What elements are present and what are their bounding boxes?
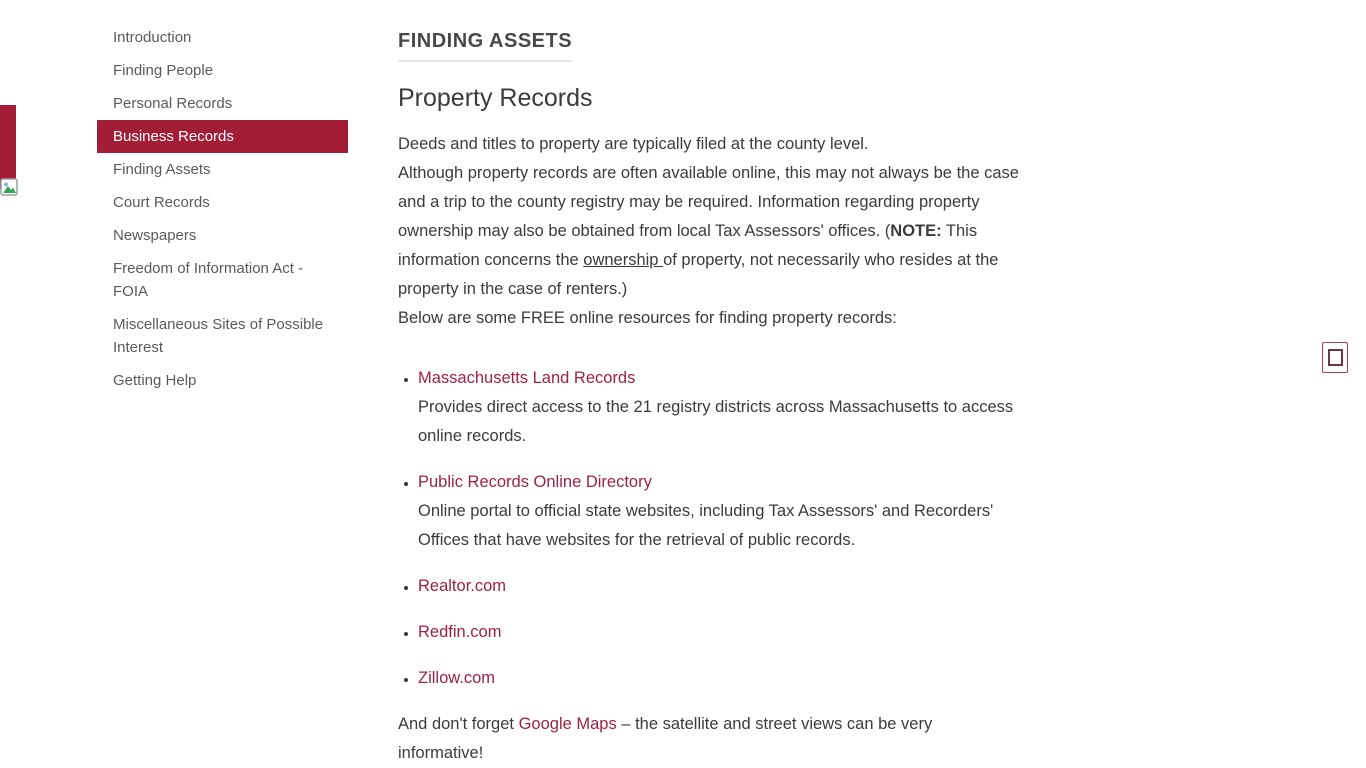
note-label: NOTE: — [890, 222, 942, 240]
redfin-link[interactable]: Redfin.com — [418, 623, 502, 641]
resource-list — [398, 364, 1020, 693]
intro-line1: Deeds and titles to property are typically filed at the county level. — [398, 135, 869, 153]
sidebar-item-newspapers[interactable]: Newspapers — [113, 227, 197, 244]
sidebar-item-getting-help[interactable]: Getting Help — [113, 372, 197, 389]
sidebar-item-court-records[interactable]: Court Records — [113, 194, 210, 211]
sidebar-item-personal-records[interactable]: Personal Records — [113, 95, 233, 112]
sidebar-item-foia[interactable]: Freedom of Information Act - FOIA — [113, 260, 304, 300]
intro-body: Although property records are often available online, this may not always be the case and a trip to the county registry may be required. Information regarding property ownership may also be obtained from local Tax Assessors' offices. ( — [398, 164, 1019, 240]
closing-after: – the satellite and street views can be very informative! — [398, 715, 933, 762]
left-edge-tab[interactable] — [0, 105, 16, 189]
main-content — [398, 30, 1020, 768]
note-text: This information concerns the — [398, 222, 978, 269]
sidebar-nav — [97, 21, 348, 397]
list-intro-paragraph: Below are some FREE online resources for finding property records: — [398, 309, 897, 327]
list-item — [418, 468, 1020, 555]
resource-description: Provides direct access to the 21 registry districts across Massachusetts to access online records. — [418, 398, 1014, 445]
intro-paragraph — [398, 130, 1020, 304]
page-title: FINDING ASSETS — [398, 30, 572, 62]
sidebar-item-miscellaneous-sites[interactable]: Miscellaneous Sites of Possible Interest — [113, 316, 324, 356]
resource-description: Online portal to official state websites, including Tax Assessors' and Recorders' Offices that have websites for the retrieval of public records. — [418, 502, 994, 549]
sidebar-item-finding-assets[interactable]: Finding Assets — [113, 161, 211, 178]
list-item — [418, 572, 1020, 601]
closing-before: And don't forget — [398, 715, 519, 733]
sidebar-item-finding-people[interactable]: Finding People — [113, 62, 214, 79]
broken-image-icon — [0, 178, 19, 197]
ownership-underlined-text: ownership — [583, 251, 664, 269]
square-outline-icon — [1328, 349, 1343, 366]
public-records-online-directory-link[interactable]: Public Records Online Directory — [418, 473, 652, 491]
massachusetts-land-records-link[interactable]: Massachusetts Land Records — [418, 369, 636, 387]
floating-widget-button[interactable] — [1322, 342, 1348, 373]
list-item — [418, 364, 1020, 451]
sidebar-item-business-records[interactable]: Business Records — [97, 120, 348, 153]
section-title: Property Records — [398, 84, 593, 112]
list-item — [418, 618, 1020, 647]
list-item — [418, 664, 1020, 693]
realtor-link[interactable]: Realtor.com — [418, 577, 507, 595]
zillow-link[interactable]: Zillow.com — [418, 669, 496, 687]
google-maps-link[interactable]: Google Maps — [518, 715, 617, 733]
sidebar-item-introduction[interactable]: Introduction — [113, 29, 192, 46]
closing-paragraph — [398, 710, 1020, 768]
note-tail: of property, not necessarily who resides at the property in the case of renters.) — [398, 251, 999, 298]
